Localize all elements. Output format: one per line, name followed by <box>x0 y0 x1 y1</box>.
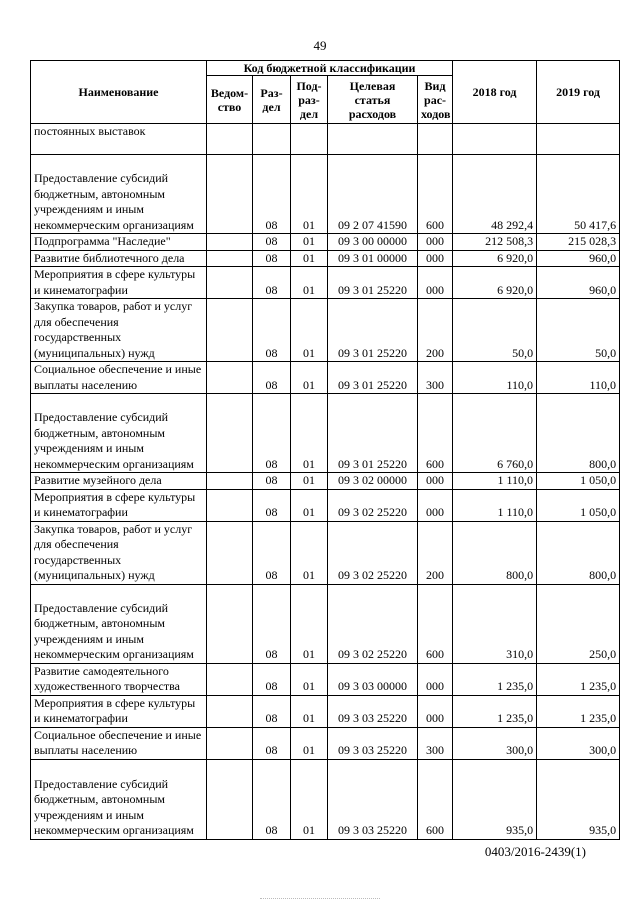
row-amount-2019: 1 235,0 <box>537 663 620 695</box>
row-amount-2018: 110,0 <box>453 362 537 394</box>
row-target-article: 09 3 02 25220 <box>328 584 418 663</box>
row-podrazdel <box>291 124 328 155</box>
row-podrazdel: 01 <box>291 234 328 251</box>
header-name: Наименование <box>31 61 207 124</box>
row-amount-2018: 6 920,0 <box>453 267 537 299</box>
row-podrazdel: 01 <box>291 759 328 839</box>
row-razdel: 08 <box>253 759 291 839</box>
row-vedomstvo <box>207 727 253 759</box>
row-razdel: 08 <box>253 584 291 663</box>
row-name: Подпрограмма "Наследие" <box>31 234 207 251</box>
table-row <box>31 759 620 839</box>
row-name: Социальное обеспечение и иные выплаты населению <box>31 727 207 759</box>
row-amount-2019: 215 028,3 <box>537 234 620 251</box>
row-amount-2019: 960,0 <box>537 250 620 267</box>
row-name: Развитие музейного дела <box>31 473 207 490</box>
row-vedomstvo <box>207 394 253 473</box>
row-target-article: 09 2 07 41590 <box>328 155 418 234</box>
row-amount-2019: 110,0 <box>537 362 620 394</box>
table-row <box>31 727 620 759</box>
row-podrazdel: 01 <box>291 155 328 234</box>
row-razdel: 08 <box>253 267 291 299</box>
row-target-article: 09 3 02 25220 <box>328 521 418 584</box>
row-razdel: 08 <box>253 521 291 584</box>
row-razdel: 08 <box>253 250 291 267</box>
row-name: Развитие самодеятельного художественного творчества <box>31 663 207 695</box>
row-name: Мероприятия в сфере культуры и кинематографии <box>31 489 207 521</box>
row-amount-2019: 300,0 <box>537 727 620 759</box>
row-amount-2018: 300,0 <box>453 727 537 759</box>
row-expense-type: 000 <box>418 250 453 267</box>
table-row <box>31 234 620 251</box>
row-vedomstvo <box>207 124 253 155</box>
row-name: Предоставление субсидий бюджетным, автономным учреждениям и иным некоммерческим организациям <box>31 155 207 234</box>
row-amount-2018: 1 235,0 <box>453 695 537 727</box>
row-amount-2019: 50 417,6 <box>537 155 620 234</box>
table-row <box>31 584 620 663</box>
row-razdel: 08 <box>253 362 291 394</box>
row-vedomstvo <box>207 250 253 267</box>
row-vedomstvo <box>207 473 253 490</box>
row-razdel <box>253 124 291 155</box>
row-target-article: 09 3 01 25220 <box>328 267 418 299</box>
row-expense-type: 000 <box>418 267 453 299</box>
row-expense-type: 200 <box>418 521 453 584</box>
row-amount-2019: 1 050,0 <box>537 473 620 490</box>
row-podrazdel: 01 <box>291 584 328 663</box>
header-year-2018: 2018 год <box>453 61 537 124</box>
row-amount-2018 <box>453 124 537 155</box>
row-amount-2018: 310,0 <box>453 584 537 663</box>
row-amount-2018: 1 235,0 <box>453 663 537 695</box>
table-row <box>31 362 620 394</box>
row-podrazdel: 01 <box>291 727 328 759</box>
row-expense-type: 200 <box>418 299 453 362</box>
row-razdel: 08 <box>253 234 291 251</box>
row-name: Социальное обеспечение и иные выплаты населению <box>31 362 207 394</box>
row-amount-2018: 800,0 <box>453 521 537 584</box>
row-target-article: 09 3 02 25220 <box>328 489 418 521</box>
row-amount-2019: 960,0 <box>537 267 620 299</box>
row-amount-2019: 935,0 <box>537 759 620 839</box>
row-target-article: 09 3 00 00000 <box>328 234 418 251</box>
row-target-article <box>328 124 418 155</box>
row-razdel: 08 <box>253 394 291 473</box>
row-amount-2018: 50,0 <box>453 299 537 362</box>
header-expense-type: Вид рас- ходов <box>418 76 453 124</box>
row-vedomstvo <box>207 267 253 299</box>
row-vedomstvo <box>207 759 253 839</box>
row-target-article: 09 3 03 25220 <box>328 727 418 759</box>
row-target-article: 09 3 01 25220 <box>328 299 418 362</box>
row-amount-2018: 212 508,3 <box>453 234 537 251</box>
row-target-article: 09 3 02 00000 <box>328 473 418 490</box>
document-code: 0403/2016-2439(1) <box>484 844 586 859</box>
row-razdel: 08 <box>253 299 291 362</box>
row-vedomstvo <box>207 584 253 663</box>
row-vedomstvo <box>207 521 253 584</box>
row-amount-2019 <box>537 124 620 155</box>
row-amount-2018: 6 760,0 <box>453 394 537 473</box>
table-row <box>31 521 620 584</box>
row-name: Развитие библиотечного дела <box>31 250 207 267</box>
header-vedomstvo: Ведом- ство <box>207 76 253 124</box>
row-podrazdel: 01 <box>291 489 328 521</box>
row-vedomstvo <box>207 155 253 234</box>
row-expense-type: 600 <box>418 394 453 473</box>
row-vedomstvo <box>207 299 253 362</box>
row-expense-type: 000 <box>418 489 453 521</box>
row-name: Закупка товаров, работ и услуг для обеспечения государственных (муниципальных) нужд <box>31 299 207 362</box>
row-expense-type: 600 <box>418 584 453 663</box>
row-podrazdel: 01 <box>291 521 328 584</box>
row-podrazdel: 01 <box>291 695 328 727</box>
row-podrazdel: 01 <box>291 299 328 362</box>
table-row <box>31 489 620 521</box>
table-row <box>31 473 620 490</box>
table-row <box>31 663 620 695</box>
row-amount-2018: 1 110,0 <box>453 489 537 521</box>
row-name: Закупка товаров, работ и услуг для обеспечения государственных (муниципальных) нужд <box>31 521 207 584</box>
row-amount-2019: 250,0 <box>537 584 620 663</box>
table-body <box>31 124 620 840</box>
row-name: Предоставление субсидий бюджетным, автономным учреждениям и иным некоммерческим организациям <box>31 584 207 663</box>
row-name: постоянных выставок <box>31 124 207 155</box>
row-amount-2019: 1 050,0 <box>537 489 620 521</box>
row-amount-2019: 1 235,0 <box>537 695 620 727</box>
row-name: Предоставление субсидий бюджетным, автономным учреждениям и иным некоммерческим организациям <box>31 394 207 473</box>
row-podrazdel: 01 <box>291 663 328 695</box>
header-year-2019: 2019 год <box>537 61 620 124</box>
row-expense-type: 000 <box>418 663 453 695</box>
row-name: Предоставление субсидий бюджетным, автономным учреждениям и иным некоммерческим организациям <box>31 759 207 839</box>
row-podrazdel: 01 <box>291 362 328 394</box>
row-razdel: 08 <box>253 155 291 234</box>
header-budget-code-group: Код бюджетной классификации <box>207 61 453 76</box>
row-vedomstvo <box>207 362 253 394</box>
row-target-article: 09 3 03 25220 <box>328 695 418 727</box>
row-target-article: 09 3 01 00000 <box>328 250 418 267</box>
row-expense-type: 600 <box>418 155 453 234</box>
row-razdel: 08 <box>253 663 291 695</box>
table-row <box>31 250 620 267</box>
header-target-article: Целевая статья расходов <box>328 76 418 124</box>
row-podrazdel: 01 <box>291 267 328 299</box>
header-podrazdel: Под- раз- дел <box>291 76 328 124</box>
budget-table <box>30 60 620 840</box>
page-number: 49 <box>313 38 327 53</box>
row-name: Мероприятия в сфере культуры и кинематографии <box>31 267 207 299</box>
row-name: Мероприятия в сфере культуры и кинематографии <box>31 695 207 727</box>
table-row <box>31 299 620 362</box>
row-amount-2019: 800,0 <box>537 521 620 584</box>
row-amount-2018: 6 920,0 <box>453 250 537 267</box>
row-amount-2018: 935,0 <box>453 759 537 839</box>
row-expense-type: 000 <box>418 695 453 727</box>
row-vedomstvo <box>207 489 253 521</box>
row-expense-type: 000 <box>418 473 453 490</box>
row-vedomstvo <box>207 234 253 251</box>
row-razdel: 08 <box>253 473 291 490</box>
row-target-article: 09 3 01 25220 <box>328 362 418 394</box>
row-amount-2019: 800,0 <box>537 394 620 473</box>
row-target-article: 09 3 03 25220 <box>328 759 418 839</box>
row-razdel: 08 <box>253 727 291 759</box>
header-razdel: Раз- дел <box>253 76 291 124</box>
row-target-article: 09 3 01 25220 <box>328 394 418 473</box>
row-razdel: 08 <box>253 695 291 727</box>
row-expense-type: 000 <box>418 234 453 251</box>
row-expense-type: 600 <box>418 759 453 839</box>
row-vedomstvo <box>207 663 253 695</box>
table-row <box>31 124 620 155</box>
row-expense-type <box>418 124 453 155</box>
row-amount-2019: 50,0 <box>537 299 620 362</box>
scan-artifact <box>260 898 380 900</box>
row-podrazdel: 01 <box>291 394 328 473</box>
row-podrazdel: 01 <box>291 250 328 267</box>
row-podrazdel: 01 <box>291 473 328 490</box>
row-expense-type: 300 <box>418 727 453 759</box>
row-target-article: 09 3 03 00000 <box>328 663 418 695</box>
table-row <box>31 695 620 727</box>
table-row <box>31 155 620 234</box>
row-amount-2018: 48 292,4 <box>453 155 537 234</box>
table-row <box>31 267 620 299</box>
row-vedomstvo <box>207 695 253 727</box>
row-expense-type: 300 <box>418 362 453 394</box>
row-razdel: 08 <box>253 489 291 521</box>
row-amount-2018: 1 110,0 <box>453 473 537 490</box>
table-row <box>31 394 620 473</box>
